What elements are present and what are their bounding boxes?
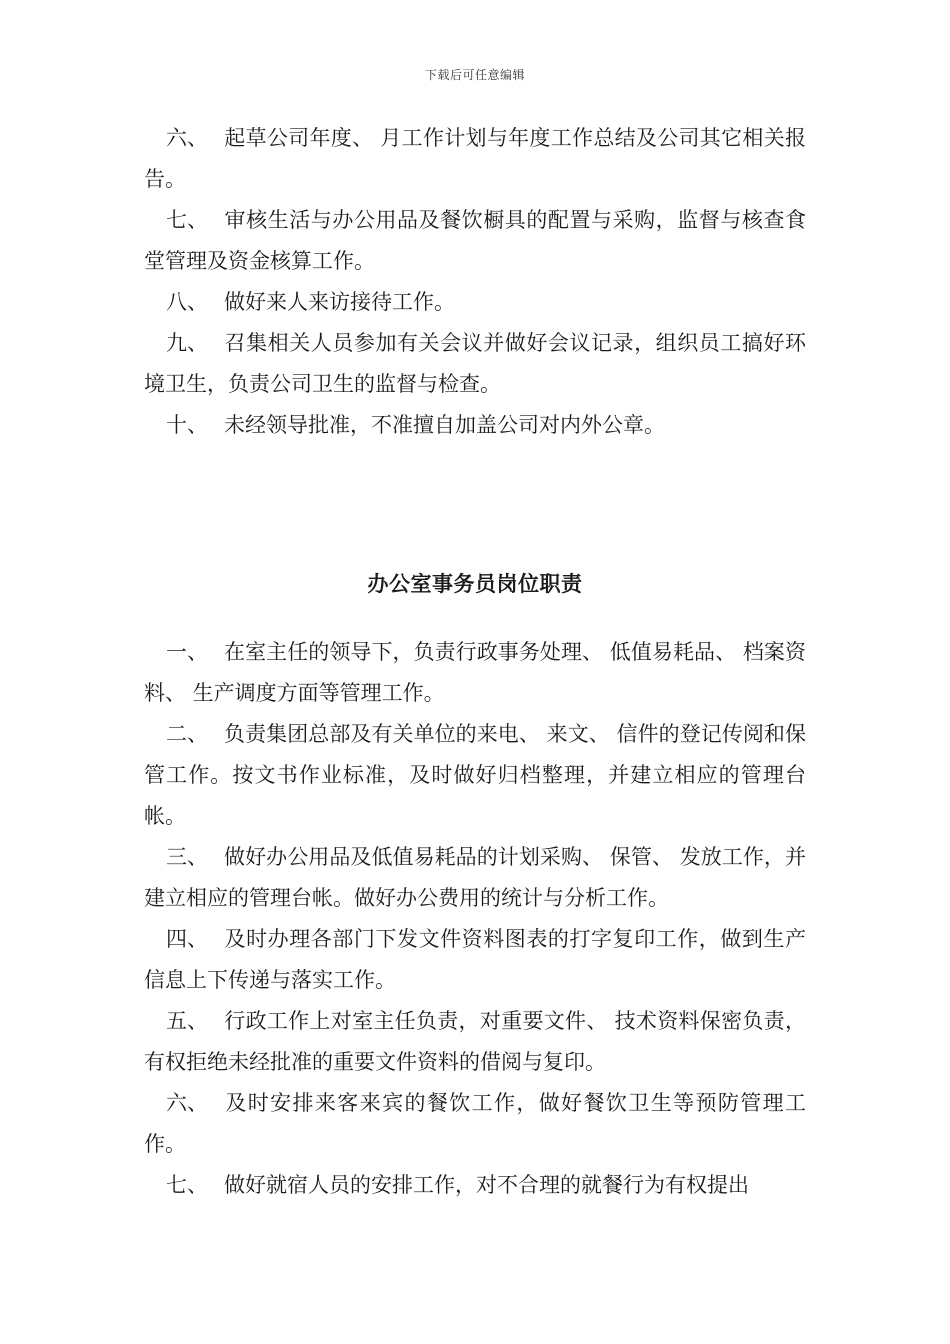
duty-item [144, 632, 806, 714]
duty-item [144, 1001, 806, 1083]
duty-number: 二、 [166, 722, 208, 746]
duty-number: 八、 [166, 290, 208, 314]
duty-number: 六、 [166, 1091, 208, 1115]
duty-item [144, 323, 806, 405]
duty-text: 做好就宿人员的安排工作，对不合理的就餐行为有权提出 [224, 1173, 749, 1197]
duty-number: 一、 [166, 640, 208, 664]
duty-item [144, 200, 806, 282]
duty-item [144, 1083, 806, 1165]
duty-item [144, 919, 806, 1001]
duty-item [144, 714, 806, 837]
duty-item [144, 837, 806, 919]
duty-item [144, 405, 806, 446]
duty-text: 召集相关人员参加有关会议并做好会议记录，组织员工搞好环境卫生，负责公司卫生的监督与检查。 [144, 331, 806, 396]
duty-number: 六、 [166, 126, 208, 150]
duty-text: 负责集团总部及有关单位的来电、 来文、 信件的登记传阅和保管工作。按文书作业标准，及时做好归档整理，并建立相应的管理台帐。 [144, 722, 806, 828]
duty-number: 七、 [166, 208, 208, 232]
duty-number: 十、 [166, 413, 208, 437]
header-note: 下载后可任意编辑 [424, 68, 525, 82]
duty-number: 九、 [166, 331, 208, 355]
duty-text: 及时办理各部门下发文件资料图表的打字复印工作，做到生产信息上下传递与落实工作。 [144, 927, 806, 992]
duty-text: 做好办公用品及低值易耗品的计划采购、 保管、 发放工作，并建立相应的管理台帐。做好办公费用的统计与分析工作。 [144, 845, 806, 910]
duty-text: 及时安排来客来宾的餐饮工作，做好餐饮卫生等预防管理工作。 [144, 1091, 806, 1156]
duty-number: 五、 [166, 1009, 208, 1033]
duty-text: 在室主任的领导下，负责行政事务处理、 低值易耗品、 档案资料、 生产调度方面等管理工作。 [144, 640, 806, 705]
duty-text: 行政工作上对室主任负责，对重要文件、 技术资料保密负责，有权拒绝未经批准的重要文件资料的借阅与复印。 [144, 1009, 806, 1074]
duty-text: 未经领导批准，不准擅自加盖公司对内外公章。 [224, 413, 665, 437]
section-title: 办公室事务员岗位职责 [367, 571, 583, 596]
duty-item [144, 118, 806, 200]
duty-text: 起草公司年度、 月工作计划与年度工作总结及公司其它相关报告。 [144, 126, 806, 191]
duties-list-continued [144, 118, 806, 446]
duty-item [144, 1165, 806, 1206]
duty-number: 四、 [166, 927, 208, 951]
clerk-duties-list [144, 632, 806, 1206]
duty-number: 七、 [166, 1173, 208, 1197]
duty-text: 审核生活与办公用品及餐饮橱具的配置与采购，监督与核查食堂管理及资金核算工作。 [144, 208, 806, 273]
duty-text: 做好来人来访接待工作。 [224, 290, 455, 314]
duty-item [144, 282, 806, 323]
duty-number: 三、 [166, 845, 208, 869]
